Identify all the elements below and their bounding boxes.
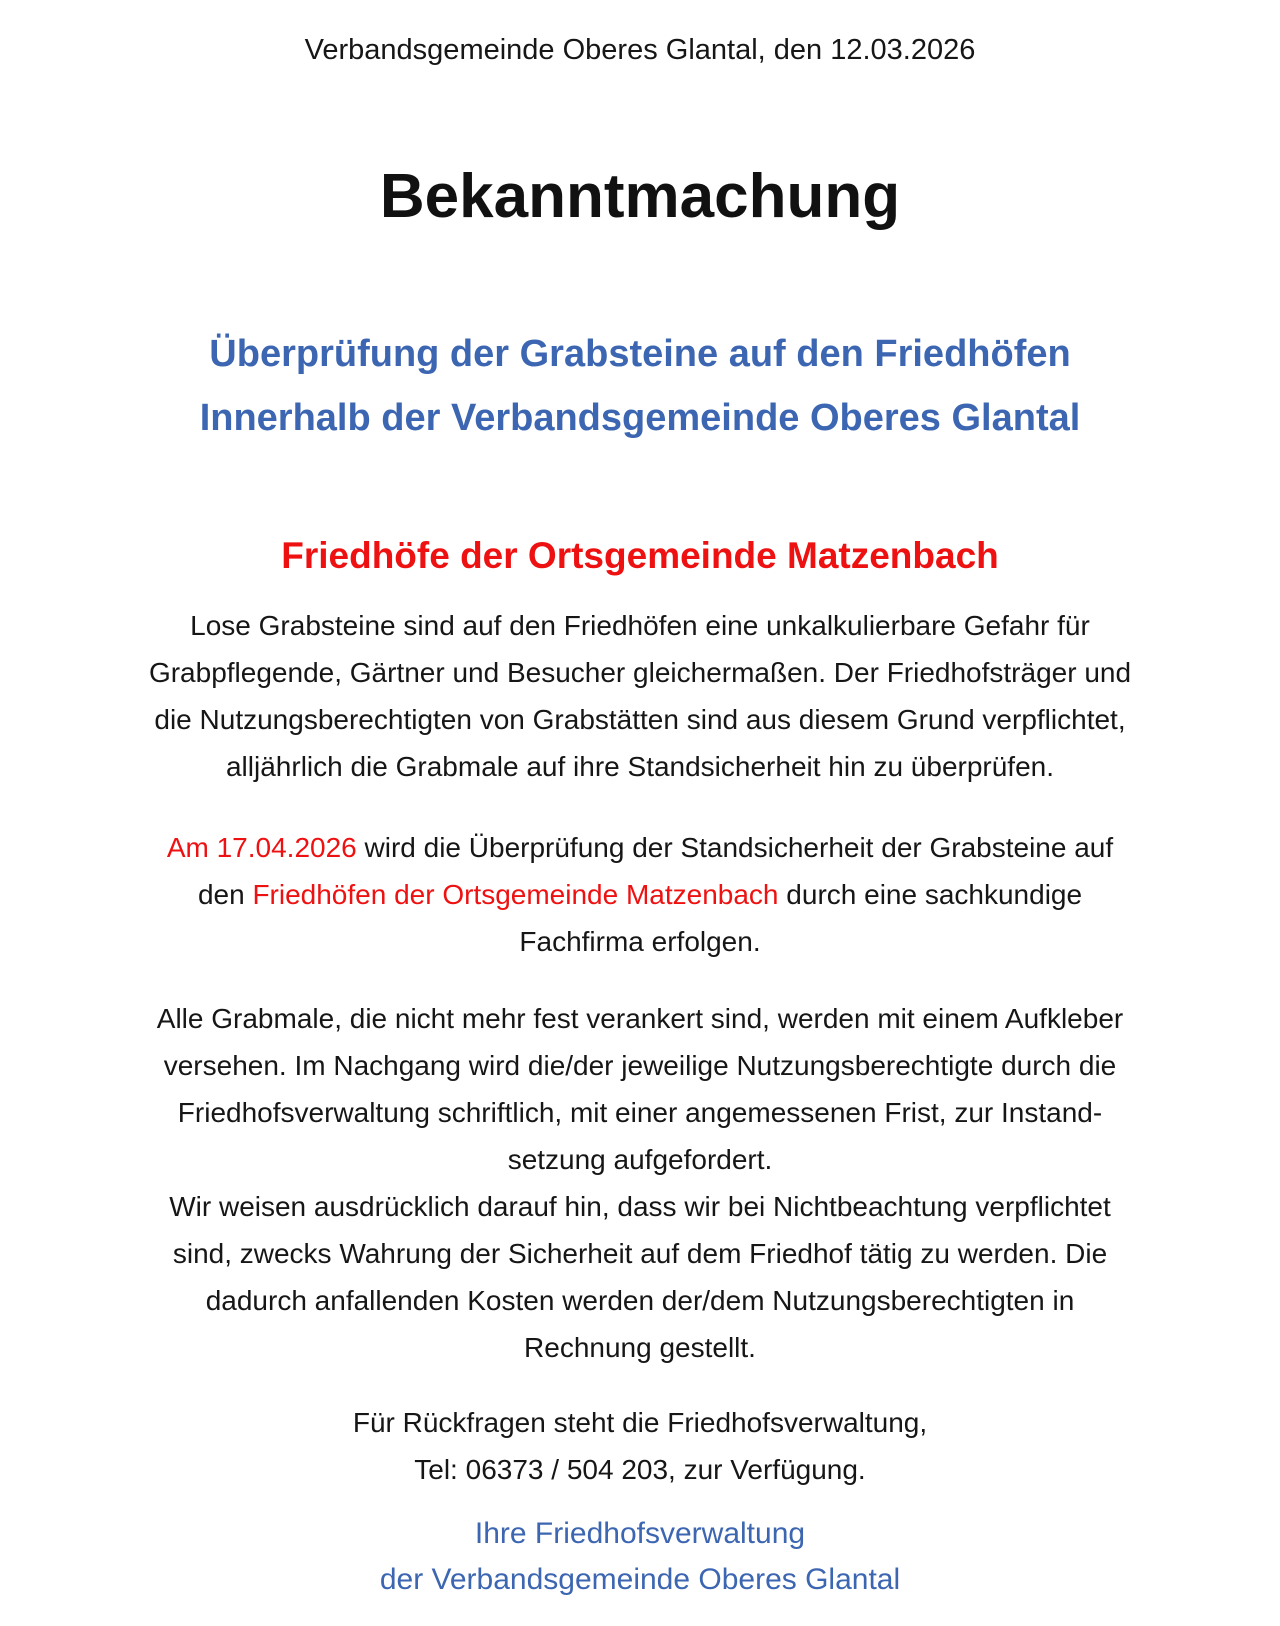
signature-block (42, 1511, 1238, 1603)
subtitle-line-1: Überprüfung der Grabsteine auf den Friedhöfen (209, 333, 1071, 375)
text-line: Alle Grabmale, die nicht mehr fest verankert sind, werden mit einem Aufkleber (156, 1003, 1124, 1034)
signature-line-1: Ihre Friedhofsverwaltung (474, 1517, 806, 1550)
paragraph-noncompliance-warning (42, 1183, 1238, 1371)
paragraph-contact-info (42, 1399, 1238, 1493)
text-line: Lose Grabsteine sind auf den Friedhöfen eine unkalkulierbare Gefahr für (190, 610, 1090, 641)
subtitle-line-2: Innerhalb der Verbandsgemeinde Oberes Glantal (199, 397, 1081, 439)
dateline: Verbandsgemeinde Oberes Glantal, den 12.03.2026 (304, 34, 976, 66)
paragraph-danger-notice (42, 602, 1238, 790)
text-line: die Nutzungsberechtigten von Grabstätten sind aus diesem Grund verpflichtet, (154, 704, 1126, 735)
text-segment: durch eine sachkundige (778, 879, 1083, 910)
text-line: Rechnung gestellt. (524, 1332, 756, 1363)
cemetery-name-highlight: Friedhöfen der Ortsgemeinde Matzenbach (252, 879, 779, 910)
text-line: Grabpflegende, Gärtner und Besucher gleichermaßen. Der Friedhofsträger und (148, 657, 1132, 688)
text-line: sind, zwecks Wahrung der Sicherheit auf dem Friedhof tätig zu werden. Die (172, 1238, 1108, 1269)
text-line (42, 824, 1238, 871)
paragraph-inspection-date (42, 824, 1238, 965)
main-title: Bekanntmachung (379, 162, 901, 231)
text-segment: wird die Überprüfung der Standsicherheit der Grabsteine auf (356, 832, 1114, 863)
text-line: Friedhofsverwaltung schriftlich, mit einer angemessenen Frist, zur Instand- (177, 1097, 1103, 1128)
paragraph-sticker-procedure (42, 995, 1238, 1183)
text-line: versehen. Im Nachgang wird die/der jeweilige Nutzungsberechtigte durch die (163, 1050, 1117, 1081)
text-segment: den (197, 879, 253, 910)
text-line: Für Rückfragen steht die Friedhofsverwaltung, (352, 1407, 928, 1438)
subtitle (42, 322, 1238, 450)
text-line: Wir weisen ausdrücklich darauf hin, dass wir bei Nichtbeachtung verpflichtet (169, 1191, 1111, 1222)
contact-phone-line: Tel: 06373 / 504 203, zur Verfügung. (414, 1454, 866, 1485)
text-line: alljährlich die Grabmale auf ihre Standsicherheit hin zu überprüfen. (225, 751, 1055, 782)
text-line (42, 871, 1238, 918)
inspection-date-highlight: Am 17.04.2026 (166, 832, 357, 863)
section-heading-cemeteries: Friedhöfe der Ortsgemeinde Matzenbach (281, 535, 999, 576)
signature-line-2: der Verbandsgemeinde Oberes Glantal (379, 1563, 901, 1596)
text-line: dadurch anfallenden Kosten werden der/dem Nutzungsberechtigten in (205, 1285, 1075, 1316)
text-line: setzung aufgefordert. (507, 1144, 773, 1175)
text-line: Fachfirma erfolgen. (519, 926, 761, 957)
